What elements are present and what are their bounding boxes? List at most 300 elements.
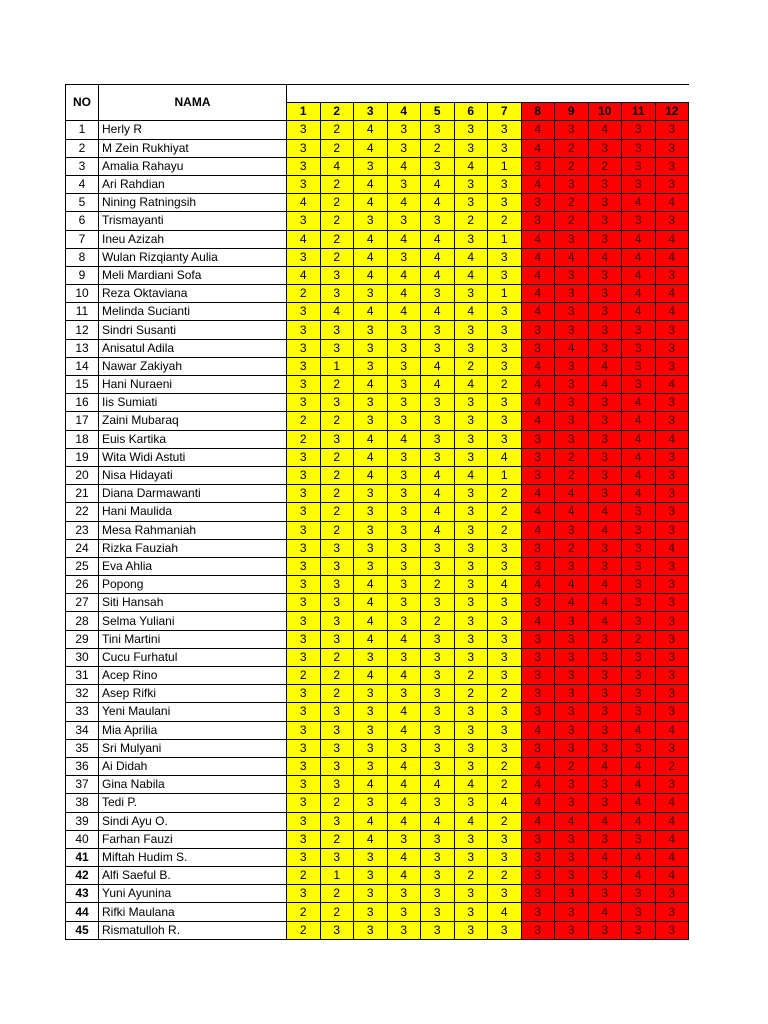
score-cell: 2 — [320, 503, 354, 521]
score-cell: 3 — [287, 175, 321, 193]
table-row — [66, 667, 689, 685]
score-cell: 3 — [421, 212, 455, 230]
score-cell: 4 — [387, 848, 421, 866]
score-cell: 2 — [488, 376, 522, 394]
score-cell: 3 — [421, 285, 455, 303]
score-cell: 3 — [655, 321, 689, 339]
score-cell: 4 — [354, 667, 388, 685]
score-cell: 3 — [655, 921, 689, 939]
score-cell: 3 — [387, 376, 421, 394]
score-cell: 3 — [320, 394, 354, 412]
table-row — [66, 848, 689, 866]
score-cell: 3 — [622, 212, 656, 230]
score-cell: 3 — [555, 230, 589, 248]
table-row — [66, 175, 689, 193]
score-cell: 3 — [354, 485, 388, 503]
score-cell: 4 — [387, 285, 421, 303]
score-cell: 3 — [454, 412, 488, 430]
score-cell: 3 — [454, 121, 488, 139]
score-cell: 2 — [320, 139, 354, 157]
score-cell: 4 — [655, 812, 689, 830]
header-row-top — [66, 85, 689, 103]
score-cell: 3 — [454, 576, 488, 594]
student-name: Selma Yuliani — [99, 612, 287, 630]
score-cell: 2 — [488, 867, 522, 885]
score-cell: 3 — [387, 121, 421, 139]
row-number: 43 — [66, 885, 99, 903]
score-cell: 3 — [454, 903, 488, 921]
score-cell: 3 — [320, 557, 354, 575]
score-cell: 2 — [655, 757, 689, 775]
student-name: Trismayanti — [99, 212, 287, 230]
row-number: 18 — [66, 430, 99, 448]
score-cell: 3 — [488, 630, 522, 648]
table-row — [66, 230, 689, 248]
score-cell: 2 — [320, 794, 354, 812]
table-row — [66, 794, 689, 812]
score-cell: 3 — [387, 248, 421, 266]
score-cell: 3 — [387, 448, 421, 466]
score-cell: 3 — [488, 921, 522, 939]
score-cell: 3 — [454, 848, 488, 866]
score-cell: 3 — [387, 903, 421, 921]
score-cell: 4 — [354, 376, 388, 394]
score-cell: 2 — [421, 612, 455, 630]
score-cell: 3 — [421, 630, 455, 648]
score-cell: 4 — [622, 812, 656, 830]
student-name: Ari Rahdian — [99, 175, 287, 193]
score-cell: 3 — [354, 212, 388, 230]
row-number: 2 — [66, 139, 99, 157]
score-cell: 4 — [655, 248, 689, 266]
score-cell: 4 — [387, 667, 421, 685]
score-cell: 3 — [387, 685, 421, 703]
score-cell: 3 — [387, 921, 421, 939]
table-row — [66, 594, 689, 612]
score-cell: 4 — [354, 303, 388, 321]
score-cell: 3 — [320, 594, 354, 612]
score-cell: 4 — [354, 830, 388, 848]
score-cell: 4 — [354, 230, 388, 248]
score-cell: 3 — [421, 430, 455, 448]
score-cell: 2 — [454, 357, 488, 375]
score-cell: 3 — [320, 921, 354, 939]
score-cell: 3 — [287, 685, 321, 703]
score-cell: 4 — [622, 394, 656, 412]
student-name: Yuni Ayunina — [99, 885, 287, 903]
score-cell: 3 — [555, 667, 589, 685]
score-cell: 3 — [655, 557, 689, 575]
table-row — [66, 121, 689, 139]
score-cell: 2 — [555, 194, 589, 212]
score-cell: 3 — [387, 739, 421, 757]
score-cell: 3 — [588, 339, 622, 357]
score-cell: 3 — [454, 630, 488, 648]
score-cell: 3 — [555, 412, 589, 430]
score-cell: 3 — [488, 721, 522, 739]
score-cell: 4 — [521, 812, 555, 830]
score-cell: 4 — [387, 630, 421, 648]
score-cell: 4 — [387, 266, 421, 284]
score-cell: 2 — [555, 466, 589, 484]
score-cell: 3 — [421, 685, 455, 703]
table-row — [66, 485, 689, 503]
score-cell: 4 — [454, 812, 488, 830]
score-cell: 3 — [622, 357, 656, 375]
score-cell: 3 — [622, 739, 656, 757]
score-cell: 4 — [421, 485, 455, 503]
score-cell: 3 — [622, 903, 656, 921]
score-cell: 3 — [354, 757, 388, 775]
score-cell: 2 — [488, 812, 522, 830]
score-cell: 3 — [488, 667, 522, 685]
score-cell: 3 — [287, 485, 321, 503]
score-cell: 3 — [421, 594, 455, 612]
row-number: 28 — [66, 612, 99, 630]
score-cell: 3 — [287, 121, 321, 139]
row-number: 25 — [66, 557, 99, 575]
row-number: 39 — [66, 812, 99, 830]
score-cell: 4 — [622, 266, 656, 284]
score-cell: 3 — [588, 885, 622, 903]
score-cell: 3 — [320, 539, 354, 557]
score-cell: 3 — [387, 612, 421, 630]
score-cell: 3 — [521, 594, 555, 612]
score-cell: 2 — [287, 412, 321, 430]
score-cell: 4 — [655, 230, 689, 248]
score-cell: 3 — [287, 576, 321, 594]
table-row — [66, 466, 689, 484]
student-name: Meli Mardiani Sofa — [99, 266, 287, 284]
score-cell: 3 — [655, 667, 689, 685]
score-cell: 3 — [354, 921, 388, 939]
score-cell: 3 — [421, 157, 455, 175]
score-cell: 3 — [555, 321, 589, 339]
score-cell: 3 — [354, 648, 388, 666]
score-cell: 3 — [287, 594, 321, 612]
score-cell: 2 — [555, 139, 589, 157]
score-cell: 3 — [622, 339, 656, 357]
score-cell: 3 — [622, 830, 656, 848]
score-cell: 3 — [454, 830, 488, 848]
score-cell: 4 — [488, 576, 522, 594]
score-cell: 4 — [655, 721, 689, 739]
score-cell: 3 — [354, 739, 388, 757]
score-cell: 3 — [287, 248, 321, 266]
score-cell: 2 — [421, 576, 455, 594]
score-cell: 4 — [421, 175, 455, 193]
score-cell: 3 — [454, 285, 488, 303]
score-cell: 3 — [354, 394, 388, 412]
header-question-6: 6 — [454, 103, 488, 121]
score-cell: 3 — [387, 521, 421, 539]
score-cell: 3 — [521, 848, 555, 866]
student-name: Euis Kartika — [99, 430, 287, 448]
score-cell: 3 — [588, 776, 622, 794]
student-name: Tedi P. — [99, 794, 287, 812]
score-cell: 3 — [622, 667, 656, 685]
score-cell: 4 — [387, 194, 421, 212]
score-cell: 3 — [454, 230, 488, 248]
score-cell: 3 — [287, 612, 321, 630]
score-cell: 3 — [588, 921, 622, 939]
student-name: Hani Maulida — [99, 503, 287, 521]
row-number: 19 — [66, 448, 99, 466]
student-name: Asep Rifki — [99, 685, 287, 703]
score-cell: 4 — [521, 376, 555, 394]
score-cell: 3 — [354, 539, 388, 557]
score-cell: 3 — [488, 339, 522, 357]
score-cell: 3 — [387, 557, 421, 575]
score-cell: 4 — [387, 703, 421, 721]
student-name: Farhan Fauzi — [99, 830, 287, 848]
score-cell: 4 — [287, 266, 321, 284]
score-cell: 4 — [588, 612, 622, 630]
score-cell: 4 — [387, 776, 421, 794]
score-cell: 3 — [354, 412, 388, 430]
score-cell: 4 — [655, 867, 689, 885]
score-cell: 2 — [287, 921, 321, 939]
score-cell: 3 — [488, 539, 522, 557]
score-cell: 3 — [287, 630, 321, 648]
student-name: Rismatulloh R. — [99, 921, 287, 939]
score-cell: 3 — [555, 739, 589, 757]
score-cell: 4 — [655, 430, 689, 448]
score-cell: 3 — [488, 121, 522, 139]
row-number: 33 — [66, 703, 99, 721]
table-row — [66, 303, 689, 321]
score-cell: 3 — [488, 612, 522, 630]
score-cell: 3 — [521, 539, 555, 557]
score-cell: 3 — [454, 594, 488, 612]
row-number: 8 — [66, 248, 99, 266]
score-cell: 2 — [320, 412, 354, 430]
score-cell: 3 — [588, 794, 622, 812]
score-cell: 3 — [655, 412, 689, 430]
score-cell: 3 — [421, 448, 455, 466]
score-cell: 2 — [320, 121, 354, 139]
score-cell: 2 — [320, 903, 354, 921]
header-question-1: 1 — [287, 103, 321, 121]
score-cell: 4 — [588, 521, 622, 539]
score-cell: 3 — [454, 885, 488, 903]
score-cell: 4 — [320, 303, 354, 321]
score-cell: 4 — [454, 266, 488, 284]
score-cell: 4 — [454, 776, 488, 794]
score-cell: 3 — [454, 485, 488, 503]
row-number: 41 — [66, 848, 99, 866]
score-cell: 4 — [354, 594, 388, 612]
score-cell: 3 — [287, 394, 321, 412]
score-cell: 3 — [488, 703, 522, 721]
table-row — [66, 194, 689, 212]
table-row — [66, 576, 689, 594]
score-cell: 4 — [287, 194, 321, 212]
student-name: Zaini Mubaraq — [99, 412, 287, 430]
row-number: 12 — [66, 321, 99, 339]
student-name: Nining Ratningsih — [99, 194, 287, 212]
score-cell: 3 — [655, 521, 689, 539]
table-row — [66, 557, 689, 575]
score-cell: 3 — [521, 321, 555, 339]
score-cell: 3 — [387, 485, 421, 503]
score-cell: 4 — [354, 194, 388, 212]
score-cell: 3 — [655, 266, 689, 284]
header-question-4: 4 — [387, 103, 421, 121]
student-name: Tini Martini — [99, 630, 287, 648]
score-cell: 3 — [555, 175, 589, 193]
score-cell: 3 — [588, 557, 622, 575]
score-cell: 2 — [555, 448, 589, 466]
score-cell: 3 — [488, 848, 522, 866]
score-cell: 4 — [454, 466, 488, 484]
score-cell: 3 — [387, 212, 421, 230]
table-row — [66, 321, 689, 339]
score-cell: 4 — [421, 376, 455, 394]
score-cell: 3 — [454, 175, 488, 193]
score-cell: 3 — [320, 739, 354, 757]
score-cell: 3 — [354, 885, 388, 903]
row-number: 42 — [66, 867, 99, 885]
score-cell: 3 — [421, 830, 455, 848]
table-row — [66, 721, 689, 739]
score-cell: 3 — [588, 412, 622, 430]
score-cell: 3 — [655, 885, 689, 903]
score-cell: 3 — [287, 648, 321, 666]
score-cell: 4 — [622, 485, 656, 503]
score-cell: 2 — [488, 757, 522, 775]
score-cell: 3 — [421, 412, 455, 430]
score-cell: 4 — [354, 812, 388, 830]
score-cell: 3 — [521, 867, 555, 885]
score-cell: 4 — [354, 576, 388, 594]
table-row — [66, 539, 689, 557]
student-name: Yeni Maulani — [99, 703, 287, 721]
score-cell: 3 — [521, 830, 555, 848]
score-cell: 4 — [521, 412, 555, 430]
score-cell: 2 — [287, 667, 321, 685]
score-cell: 3 — [655, 212, 689, 230]
score-cell: 4 — [622, 776, 656, 794]
score-cell: 4 — [521, 139, 555, 157]
student-name: Wita Widi Astuti — [99, 448, 287, 466]
score-cell: 3 — [655, 339, 689, 357]
score-cell: 3 — [488, 885, 522, 903]
score-cell: 2 — [320, 212, 354, 230]
score-cell: 3 — [555, 885, 589, 903]
header-question-3: 3 — [354, 103, 388, 121]
student-name: Diana Darmawanti — [99, 485, 287, 503]
score-cell: 3 — [588, 139, 622, 157]
score-cell: 3 — [387, 648, 421, 666]
score-cell: 3 — [588, 703, 622, 721]
score-cell: 3 — [555, 557, 589, 575]
score-cell: 4 — [387, 867, 421, 885]
score-cell: 3 — [521, 739, 555, 757]
score-cell: 4 — [555, 576, 589, 594]
score-cell: 3 — [488, 194, 522, 212]
score-cell: 4 — [354, 448, 388, 466]
score-cell: 3 — [521, 212, 555, 230]
score-cell: 3 — [354, 794, 388, 812]
score-cell: 3 — [488, 394, 522, 412]
score-cell: 3 — [655, 157, 689, 175]
score-cell: 3 — [287, 848, 321, 866]
score-cell: 3 — [622, 321, 656, 339]
score-cell: 3 — [521, 339, 555, 357]
score-cell: 2 — [555, 757, 589, 775]
score-cell: 3 — [521, 157, 555, 175]
student-name: Ineu Azizah — [99, 230, 287, 248]
score-cell: 3 — [588, 212, 622, 230]
score-cell: 4 — [655, 848, 689, 866]
row-number: 24 — [66, 539, 99, 557]
table-row — [66, 448, 689, 466]
student-name: Popong — [99, 576, 287, 594]
student-name: Rizka Fauziah — [99, 539, 287, 557]
score-cell: 4 — [588, 594, 622, 612]
score-cell: 3 — [454, 721, 488, 739]
score-cell: 2 — [488, 521, 522, 539]
student-name: Melinda Sucianti — [99, 303, 287, 321]
student-name: Rifki Maulana — [99, 903, 287, 921]
score-cell: 3 — [555, 357, 589, 375]
row-number: 34 — [66, 721, 99, 739]
score-cell: 3 — [454, 321, 488, 339]
score-cell: 3 — [488, 175, 522, 193]
score-cell: 2 — [320, 885, 354, 903]
score-cell: 3 — [655, 139, 689, 157]
score-cell: 4 — [421, 503, 455, 521]
score-cell: 1 — [488, 230, 522, 248]
score-cell: 2 — [454, 685, 488, 703]
score-cell: 3 — [588, 667, 622, 685]
score-cell: 3 — [354, 721, 388, 739]
score-cell: 3 — [622, 576, 656, 594]
score-cell: 4 — [421, 466, 455, 484]
score-cell: 4 — [521, 721, 555, 739]
score-cell: 4 — [521, 794, 555, 812]
table-row — [66, 266, 689, 284]
score-cell: 4 — [555, 485, 589, 503]
score-cell: 3 — [521, 430, 555, 448]
score-cell: 3 — [488, 248, 522, 266]
score-cell: 3 — [655, 739, 689, 757]
score-cell: 4 — [354, 121, 388, 139]
score-cell: 3 — [488, 303, 522, 321]
score-cell: 3 — [488, 557, 522, 575]
score-cell: 3 — [454, 739, 488, 757]
student-name: Ai Didah — [99, 757, 287, 775]
score-cell: 3 — [287, 339, 321, 357]
score-cell: 3 — [655, 685, 689, 703]
score-cell: 3 — [555, 703, 589, 721]
header-blank — [287, 85, 689, 103]
score-cell: 3 — [655, 394, 689, 412]
row-number: 40 — [66, 830, 99, 848]
row-number: 45 — [66, 921, 99, 939]
score-cell: 3 — [354, 557, 388, 575]
score-cell: 4 — [387, 430, 421, 448]
student-name: Gina Nabila — [99, 776, 287, 794]
score-cell: 3 — [622, 121, 656, 139]
score-cell: 3 — [287, 830, 321, 848]
score-cell: 4 — [622, 848, 656, 866]
score-cell: 4 — [521, 503, 555, 521]
row-number: 23 — [66, 521, 99, 539]
score-cell: 3 — [454, 194, 488, 212]
header-question-9: 9 — [555, 103, 589, 121]
